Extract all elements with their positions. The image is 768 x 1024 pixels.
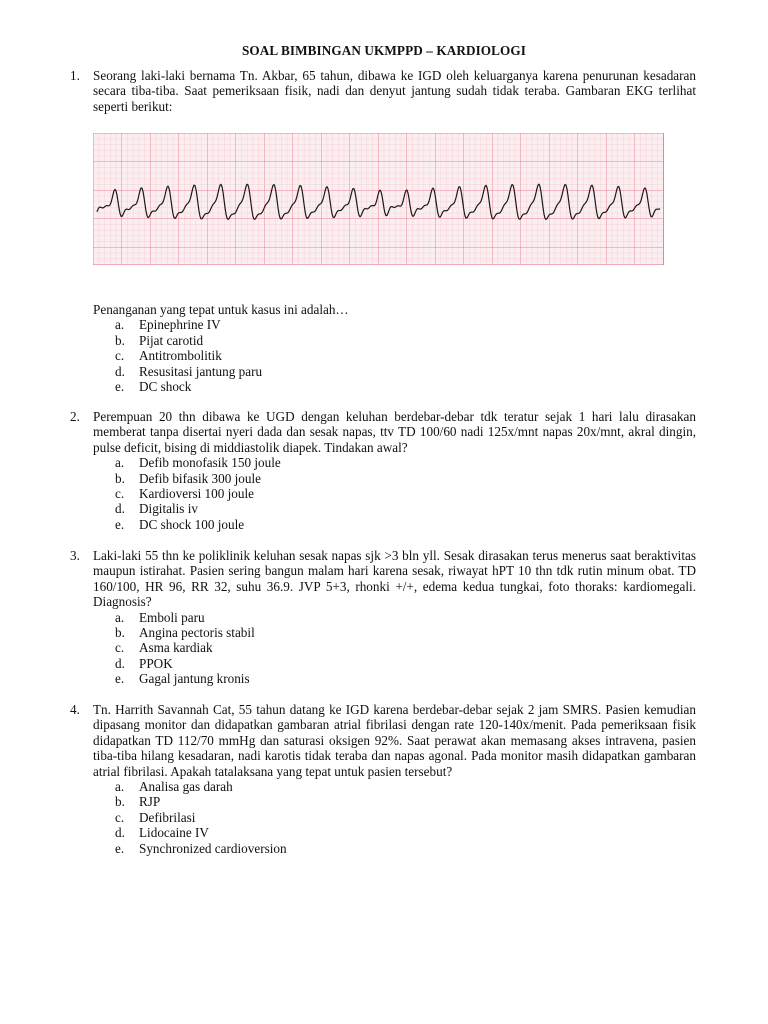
option-text: DC shock 100 joule xyxy=(139,516,245,532)
option-c[interactable] xyxy=(115,486,696,502)
option-text: Antitrombolitik xyxy=(139,348,222,364)
option-letter: b. xyxy=(115,332,125,348)
question-lead: Penanganan yang tepat untuk kasus ini adalah… xyxy=(93,302,349,317)
option-text: Resusitasi jantung paru xyxy=(139,363,263,379)
document-title: SOAL BIMBINGAN UKMPPD – KARDIOLOGI xyxy=(241,43,527,58)
option-text: Analisa gas darah xyxy=(139,779,233,795)
option-d[interactable] xyxy=(115,655,696,671)
option-letter: b. xyxy=(115,470,125,486)
option-list xyxy=(70,317,696,394)
option-text: Digitalis iv xyxy=(139,501,198,517)
option-text: Defibrilasi xyxy=(139,809,196,825)
option-letter: a. xyxy=(115,779,125,795)
option-b[interactable] xyxy=(115,332,696,348)
question-stem: Tn. Harrith Savannah Cat, 55 tahun datang ke IGD karena berdebar-debar sejak 2 jam SMRS. Pasien kemudian dipasang monitor dan didapatkan gambaran atrial fibrilasi dengan rate 120-140x/menit. Pada pemeriksaan fisik didapatkan TD 112/70 mmHg dan saturasi oksigen 92%. Saat perawat akan memasang akses intravena, pasien tiba-tiba hilang kesadaran, nadi karotis tidak teraba dan napas agonal. Pada monitor masih didapatkan gambaran atrial fibrilasi. Apakah tatalaksana yang tepat untuk pasien tersebut? xyxy=(93,702,696,779)
option-b[interactable] xyxy=(115,470,696,486)
ekg-strip-image xyxy=(93,133,664,265)
option-letter: a. xyxy=(115,455,125,471)
question-number: 2. xyxy=(70,409,80,424)
option-a[interactable] xyxy=(115,455,696,471)
option-letter: c. xyxy=(115,809,125,825)
question-3 xyxy=(70,548,696,687)
option-text: DC shock xyxy=(139,379,192,395)
option-text: Asma kardiak xyxy=(139,640,213,656)
question-number: 4. xyxy=(70,702,80,717)
option-text: Synchronized cardioversion xyxy=(139,840,287,856)
option-letter: b. xyxy=(115,625,125,641)
option-c[interactable] xyxy=(115,809,696,825)
option-e[interactable] xyxy=(115,840,696,856)
option-a[interactable] xyxy=(115,317,696,333)
option-text: Angina pectoris stabil xyxy=(139,625,255,641)
option-list xyxy=(70,455,696,532)
question-4 xyxy=(70,702,696,856)
option-list xyxy=(70,610,696,687)
option-letter: e. xyxy=(115,379,125,395)
option-list xyxy=(70,779,696,856)
option-text: Pijat carotid xyxy=(139,332,204,348)
option-letter: e. xyxy=(115,516,125,532)
question-2 xyxy=(70,409,696,532)
option-letter: d. xyxy=(115,825,125,841)
question-stem: Perempuan 20 thn dibawa ke UGD dengan keluhan berdebar-debar tdk teratur sejak 1 hari lalu dirasakan memberat tanpa disertai nyeri dada dan sesak napas, ttv TD 100/60 nadi 125x/mnt napas 20x/mnt, akral dingin, pulse deficit, bising di middiastolik diapek. Tindakan awal? xyxy=(93,409,696,455)
option-text: Lidocaine IV xyxy=(139,825,209,841)
question-1-answers xyxy=(70,302,696,394)
option-d[interactable] xyxy=(115,363,696,379)
option-text: Kardioversi 100 joule xyxy=(139,486,254,502)
option-text: Defib bifasik 300 joule xyxy=(139,470,261,486)
question-number: 3. xyxy=(70,548,80,563)
option-d[interactable] xyxy=(115,825,696,841)
option-letter: d. xyxy=(115,501,125,517)
question-1 xyxy=(70,68,696,114)
option-a[interactable] xyxy=(115,779,696,795)
option-d[interactable] xyxy=(115,501,696,517)
question-stem: Seorang laki-laki bernama Tn. Akbar, 65 tahun, dibawa ke IGD oleh keluarganya karena penurunan kesadaran secara tiba-tiba. Saat pemeriksaan fisik, nadi dan denyut jantung sudah tidak teraba. Gambaran EKG terlihat seperti berikut: xyxy=(93,68,696,114)
option-e[interactable] xyxy=(115,671,696,687)
option-e[interactable] xyxy=(115,379,696,395)
option-a[interactable] xyxy=(115,609,696,625)
question-stem: Laki-laki 55 thn ke poliklinik keluhan sesak napas sjk >3 bln yll. Sesak dirasakan terus menerus saat beraktivitas maupun istirahat. Pasien sering bangun malam hari karena sesak, riwayat hPT 10 thn tdk rutin minum obat. TD 160/100, HR 96, RR 32, suhu 36.9. JVP 5+3, rhonki +/+, edema kedua tungkai, foto thoraks: kardiomegali. Diagnosis? xyxy=(93,548,696,610)
option-c[interactable] xyxy=(115,640,696,656)
option-letter: e. xyxy=(115,671,125,687)
option-text: Emboli paru xyxy=(139,609,205,625)
option-text: Gagal jantung kronis xyxy=(139,671,250,687)
question-number: 1. xyxy=(70,68,80,83)
option-letter: a. xyxy=(115,609,125,625)
option-letter: c. xyxy=(115,640,125,656)
option-letter: a. xyxy=(115,317,125,333)
option-text: RJP xyxy=(139,794,161,810)
option-text: Defib monofasik 150 joule xyxy=(139,455,281,471)
option-letter: c. xyxy=(115,486,125,502)
option-b[interactable] xyxy=(115,794,696,810)
option-text: PPOK xyxy=(139,655,173,671)
option-text: Epinephrine IV xyxy=(139,317,221,333)
option-letter: e. xyxy=(115,840,125,856)
option-b[interactable] xyxy=(115,625,696,641)
option-e[interactable] xyxy=(115,516,696,532)
option-c[interactable] xyxy=(115,348,696,364)
option-letter: b. xyxy=(115,794,125,810)
option-letter: d. xyxy=(115,655,125,671)
option-letter: c. xyxy=(115,348,125,364)
option-letter: d. xyxy=(115,363,125,379)
